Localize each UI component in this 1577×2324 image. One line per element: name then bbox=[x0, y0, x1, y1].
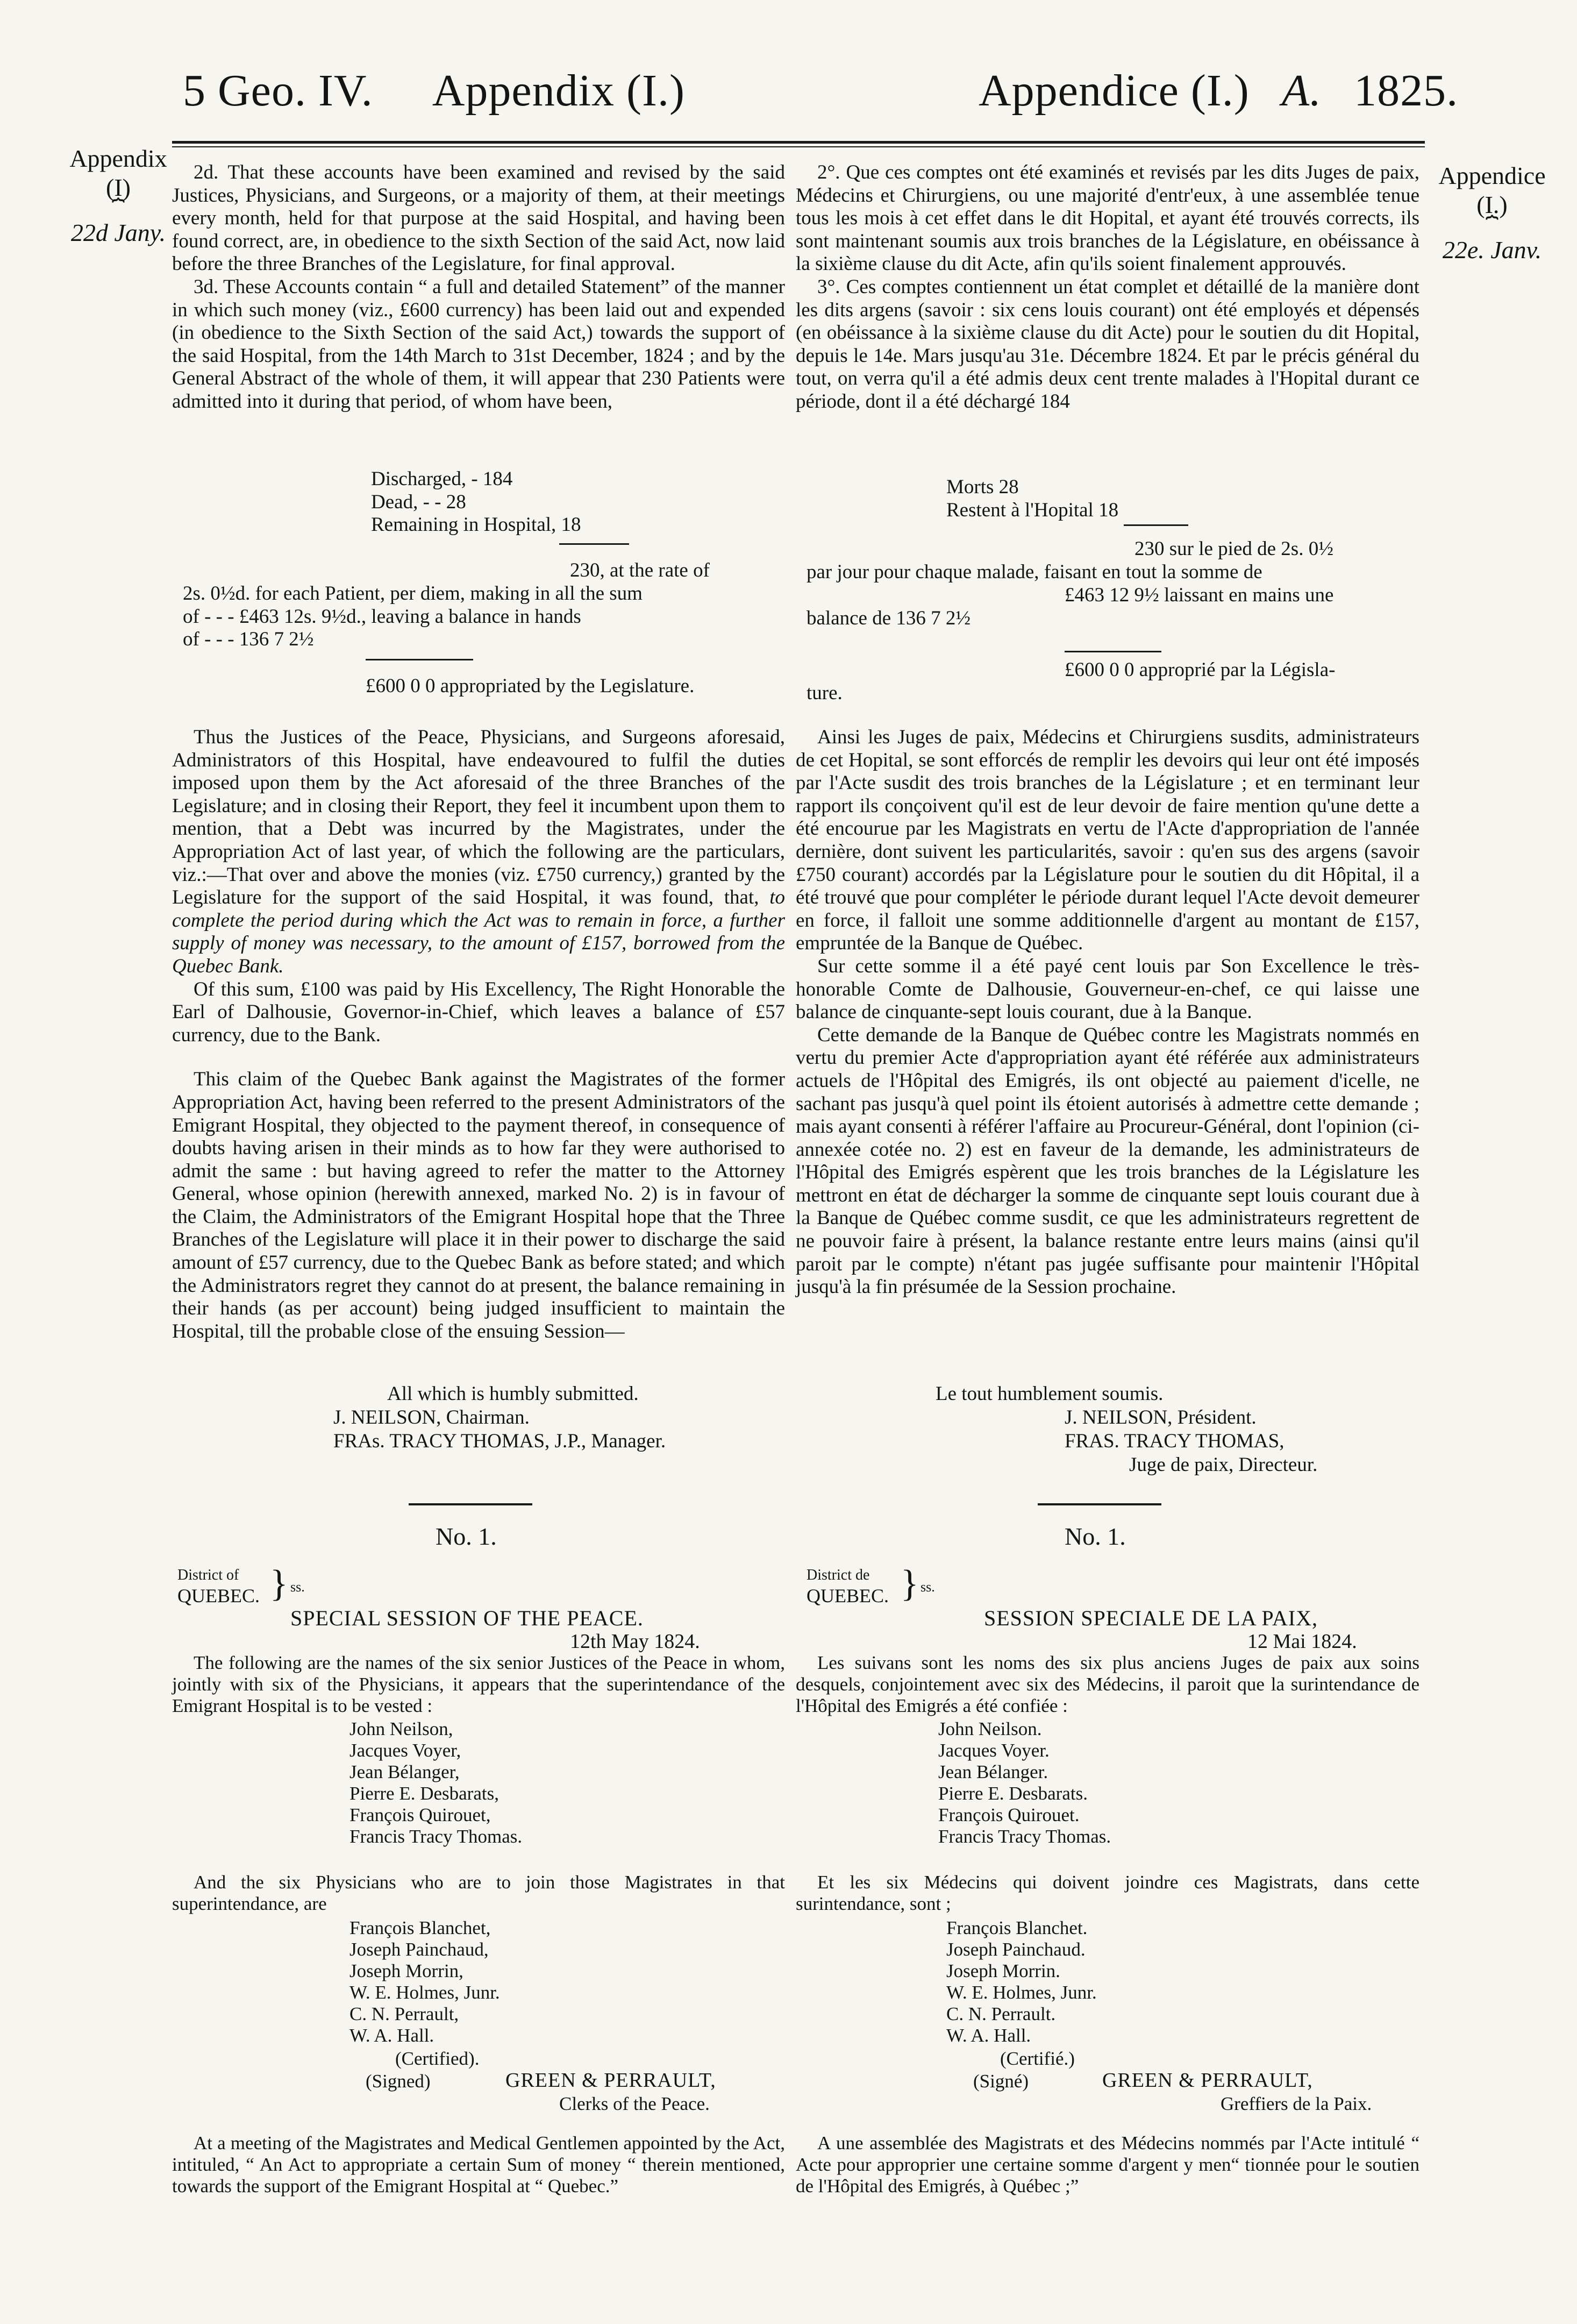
en-text: Thus the Justices of the Peace, Physicians, and Surgeons aforesaid, Administrators of this Hospital, have endeavoured to fulfil the duties imposed upon them by the Act aforesaid of the three Branches of the Legislature; and in closing their Report, they feel it incumbent upon them to mention, that a Debt was incurred by the Magistrates, under the Appropriation Act of last year, of which the following are the particulars, viz.:—That over and above the monies (viz. £750 currency,) granted by the Legislature for the support of the said Hospital, it was found, that, bbox=[172, 726, 785, 909]
running-head-right bbox=[979, 65, 1490, 117]
district-name: QUEBEC. bbox=[807, 1585, 889, 1607]
en-paragraph-claim: This claim of the Quebec Bank against the Magistrates of the former Appropriation Act, having been referred to the present Administrators of the Emigrant Hospital, they objected to the payment thereof, in consequence of doubts having arisen in their minds as to how far they were authorised to admit the same : but having agreed to refer the matter to the Attorney General, whose opinion (herewith annexed, marked No. 2) is in favour of the Claim, the Administrators of the Emigrant Hospital hope that the Three Branches of the Legislature will place it in their power to discharge the said amount of £57 currency, due to the Quebec Bank as before stated; and which the Administrators regret they cannot do at present, the balance remaining in their hands (as per account) being judged insufficient to maintain the Hospital, till the probable close of the ensuing Session— bbox=[172, 1068, 785, 1342]
fr-paragraph-3: 3°. Ces comptes contiennent un état complet et détaillé de la manière dont les dits argens (savoir : six cens louis courant) ont été employés et dépensés (en obéissance à la sixième clause du dit Acte) pour le soutien du dit Hopital, depuis le 14e. Mars jusqu'au 31e. Décembre 1824. Et par le précis général du tout, on verra qu'il a été admis deux cent trente malades à l'Hopital durant ce période, dont il a été déchargé 184 bbox=[796, 275, 1419, 413]
en-document-number: No. 1. bbox=[436, 1523, 497, 1550]
section-rule-fr bbox=[1038, 1503, 1161, 1505]
ss-abbreviation: ss. bbox=[920, 1579, 935, 1595]
english-column-top bbox=[172, 161, 785, 414]
fr-physicians-intro bbox=[796, 1872, 1419, 1915]
fr-clerks-name: GREEN & PERRAULT, bbox=[1102, 2069, 1313, 2092]
brace-icon: } bbox=[901, 1563, 919, 1604]
en-paragraph-3d: 3d. These Accounts contain “ a full and detailed Statement” of the manner in which such money (viz., £600 currency) has been laid out and expended (in obedience to the Sixth Section of the said Act,) towards the support of the said Hospital, from the 14th March to 31st December, 1824 ; and by the General Abstract of the whole of them, it will appear that 230 Patients were admitted into it during that period, of whom have been, bbox=[172, 275, 785, 413]
french-column-middle bbox=[796, 726, 1419, 1299]
fr-meeting-text: A une assemblée des Magistrats et des Médecins nommés par l'Acte intitulé “ Acte pour approprier une certaine somme d'argent y men“ tionnée pour le soutien de l'Hôpital des Emigrés, à Québec ;” bbox=[796, 2133, 1419, 2197]
fr-certified: (Certifié.) bbox=[1000, 2048, 1075, 2069]
fr-session-title: SESSION SPECIALE DE LA PAIX, bbox=[984, 1606, 1318, 1630]
en-paragraph-thus bbox=[172, 726, 785, 978]
list-item: Jacques Voyer, bbox=[349, 1740, 461, 1761]
district-label: District of bbox=[177, 1567, 239, 1583]
fr-signature-directeur: FRAS. TRACY THOMAS, bbox=[1065, 1430, 1285, 1452]
brace-icon: } bbox=[270, 1563, 288, 1604]
fr-account-line: £463 12 9½ laissant en mains une bbox=[1065, 584, 1334, 606]
appendix-label-fr: Appendice (I.) bbox=[979, 66, 1250, 116]
fr-paragraph-ainsi: Ainsi les Juges de paix, Médecins et Chirurgiens susdits, administrateurs de cet Hopital, se sont efforcés de remplir les devoirs qui leur ont été imposés par l'Acte susdit des trois branches de la Législature ; et en terminant leur rapport ils conçoivent qu'il est de leur devoir de faire mention qu'une dette a été encourue par les Magistrats en vertu de l'Acte d'appropriation de l'année dernière, dont suivent les particularités, savoir : qu'en sus des argens (savoir £750 courant) accordés par la Législature pour le soutien du dit Hôpital, il a été trouvé que pour compléter le période durant lequel l'Acte devoit demeurer en force, il falloit une somme additionnelle d'argent au montant de £157, empruntée de la Banque de Québec. bbox=[796, 726, 1419, 955]
fr-paragraph-somme: Sur cette somme il a été payé cent louis par Son Excellence le très-honorable Comte de Dalhousie, Gouverneur-en-chef, ce qui laisse une balance de cinquante-sept louis courant, due à la Banque. bbox=[796, 955, 1419, 1024]
district-name: QUEBEC. bbox=[177, 1585, 260, 1607]
sum-rule bbox=[366, 659, 473, 660]
header-year: 1825. bbox=[1354, 66, 1459, 116]
list-item: C. N. Perrault, bbox=[349, 2003, 459, 2024]
en-clerks-name: GREEN & PERRAULT, bbox=[505, 2069, 716, 2092]
list-item: W. A. Hall. bbox=[946, 2025, 1031, 2046]
english-column-middle bbox=[172, 726, 785, 1343]
en-closing: All which is humbly submitted. bbox=[387, 1383, 639, 1405]
list-item: François Quirouet. bbox=[938, 1804, 1080, 1825]
en-paragraph-2d: 2d. That these accounts have been examined and revised by the said Justices, Physicians, and Surgeons, or a majority of them, at their meetings every month, held for that purpose at the said Hospital, and having been found correct, are, in obedience to the sixth Section of the said Act, now laid before the three Branches of the Legislature, for final approval. bbox=[172, 161, 785, 275]
list-item: Francis Tracy Thomas. bbox=[349, 1826, 523, 1847]
district-label: District de bbox=[807, 1567, 870, 1583]
margin-appendix-label: Appendix bbox=[69, 145, 167, 172]
en-account-table bbox=[371, 468, 581, 537]
en-account-line: of - - - £463 12s. 9½d., leaving a balance in hands bbox=[183, 605, 581, 628]
fr-account-line: £600 0 0 approprié par la Législa- bbox=[1065, 659, 1336, 681]
en-phys-intro-text: And the six Physicians who are to join those Magistrates in that superintendance, are bbox=[172, 1872, 785, 1914]
en-account-line: Discharged, - 184 bbox=[371, 468, 513, 490]
fr-account-line: Morts 28 bbox=[946, 476, 1019, 498]
en-session-title: SPECIAL SESSION OF THE PEACE. bbox=[290, 1606, 644, 1630]
margin-date: 22d Jany. bbox=[70, 219, 166, 246]
running-head-left bbox=[183, 65, 744, 117]
fr-signature-title: Juge de paix, Directeur. bbox=[1129, 1454, 1318, 1476]
fr-session-date: 12 Mai 1824. bbox=[1247, 1630, 1357, 1653]
fr-account-total bbox=[1134, 538, 1333, 561]
en-certified: (Certified). bbox=[395, 2048, 480, 2069]
appendix-label-en: Appendix (I.) bbox=[432, 66, 685, 116]
sum-rule bbox=[1124, 524, 1188, 526]
fr-paragraph-demande: Cette demande de la Banque de Québec contre les Magistrats nommés en vertu du premier Acte d'appropriation ayant été référée aux administrateurs actuels de l'Hôpital des Emigrés, ils ont objecté au paiement d'icelle, ne sachant pas jusqu'à quel point ils étoient autorisés à admettre cette demande ; mais ayant consenti à référer l'affaire au Procureur-Général, dont l'opinion (ci-annexée cotée no. 2) est en faveur de la demande, les administrateurs de l'Hôpital des Emigrés espèrent que les trois branches de la Législature les mettront en état de décharger la somme de cinquante sept louis courant due à la Banque de Québec comme susdit, ce que les administrateurs regrettent de ne pouvoir faire à présent, la balance restante entre leurs mains (ainsi qu'il paroit par le compte) n'étant pas jugée suffisante pour maintenir l'Hôpital jusqu'à la fin présumée de la Session prochaine. bbox=[796, 1024, 1419, 1298]
fr-justices-intro bbox=[796, 1652, 1419, 1717]
fr-account-ture bbox=[807, 682, 843, 705]
en-account-line: 2s. 0½d. for each Patient, per diem, making in all the sum bbox=[183, 582, 643, 605]
en-account-appropriated bbox=[366, 675, 694, 698]
en-district-block bbox=[177, 1565, 317, 1608]
en-signature-manager: FRAs. TRACY THOMAS, J.P., Manager. bbox=[333, 1430, 666, 1452]
en-physicians-list bbox=[349, 1917, 500, 2046]
en-justices-intro bbox=[172, 1652, 785, 1717]
en-session-date: 12th May 1824. bbox=[570, 1630, 700, 1653]
fr-physicians-list bbox=[946, 1917, 1097, 2046]
list-item: François Quirouet, bbox=[349, 1804, 491, 1825]
fr-account-sums bbox=[807, 561, 1262, 584]
list-item: Pierre E. Desbarats. bbox=[938, 1783, 1088, 1804]
en-physicians-intro bbox=[172, 1872, 785, 1915]
margin-note-left bbox=[48, 144, 188, 247]
fr-justices-list bbox=[938, 1718, 1111, 1847]
ss-abbreviation: ss. bbox=[290, 1579, 305, 1595]
margin-appendix-label: Appendice bbox=[1438, 162, 1546, 189]
fr-account-appropriated bbox=[1065, 659, 1335, 682]
fr-meeting-paragraph bbox=[796, 2133, 1419, 2197]
margin-date: 22e. Janv. bbox=[1442, 236, 1542, 264]
list-item: W. E. Holmes, Junr. bbox=[349, 1982, 500, 2003]
fr-account-line: par jour pour chaque malade, faisant en tout la somme de bbox=[807, 561, 1262, 583]
en-account-line: Dead, - - 28 bbox=[371, 491, 466, 513]
list-item: John Neilson. bbox=[938, 1718, 1042, 1739]
margin-note-right bbox=[1425, 161, 1559, 265]
en-intro-text: The following are the names of the six senior Justices of the Peace in whom, jointly with six of the Physicians, it appears that the superintendance of the Emigrant Hospital is to be vested : bbox=[172, 1652, 785, 1716]
list-item: W. A. Hall. bbox=[349, 2025, 434, 2046]
header-rule-thin bbox=[172, 146, 1425, 147]
sum-rule bbox=[559, 543, 629, 545]
list-item: Joseph Painchaud, bbox=[349, 1939, 489, 1960]
list-item: Francis Tracy Thomas. bbox=[938, 1826, 1111, 1847]
fr-account-line: 230 sur le pied de 2s. 0½ bbox=[1134, 538, 1333, 560]
section-rule-en bbox=[409, 1503, 532, 1505]
en-signed: (Signed) bbox=[366, 2071, 431, 2092]
appendix-letter: A. bbox=[1281, 66, 1322, 116]
list-item: Jean Bélanger, bbox=[349, 1761, 460, 1782]
fr-document-number: No. 1. bbox=[1065, 1523, 1126, 1550]
header-rule bbox=[172, 141, 1425, 144]
en-signature-chairman: J. NEILSON, Chairman. bbox=[333, 1406, 530, 1428]
fr-account-line: Restent à l'Hopital 18 bbox=[946, 499, 1119, 521]
fr-account-amount bbox=[1065, 584, 1333, 607]
en-clerks-title: Clerks of the Peace. bbox=[559, 2093, 710, 2114]
fr-account-balance bbox=[807, 607, 971, 630]
en-paragraph-sum: Of this sum, £100 was paid by His Excellency, The Right Honorable the Earl of Dalhousie, Governor-in-Chief, which leaves a balance of £57 currency, due to the Bank. bbox=[172, 978, 785, 1046]
en-meeting-paragraph bbox=[172, 2133, 785, 2197]
fr-clerks-title: Greffiers de la Paix. bbox=[1221, 2093, 1372, 2114]
en-account-sums bbox=[183, 582, 643, 651]
en-meeting-text: At a meeting of the Magistrates and Medical Gentlemen appointed by the Act, intituled, “ An Act to appropriate a certain Sum of money “ therein mentioned, towards the support of the Emigrant Hospital at “ Quebec.” bbox=[172, 2133, 785, 2197]
en-account-line: £600 0 0 appropriated by the Legislature. bbox=[366, 675, 695, 697]
margin-appendix-number: (I.) bbox=[1476, 191, 1508, 218]
en-account-line: of - - - 136 7 2½ bbox=[183, 628, 314, 651]
en-account-line: 230, at the rate of bbox=[570, 559, 710, 581]
fr-district-block bbox=[807, 1565, 946, 1608]
list-item: C. N. Perrault. bbox=[946, 2003, 1056, 2024]
margin-appendix-number: (I) bbox=[106, 174, 131, 201]
list-item: Jean Bélanger. bbox=[938, 1761, 1048, 1782]
fr-account-line: balance de 136 7 2½ bbox=[807, 607, 971, 629]
en-italic-text: to complete the period during which the Act was to remain in force, a further supply of money was necessary, to the amount of £157, borrowed from the Quebec Bank. bbox=[172, 886, 785, 977]
list-item: François Blanchet. bbox=[946, 1917, 1088, 1938]
list-item: Joseph Morrin. bbox=[946, 1960, 1060, 1981]
list-item: W. E. Holmes, Junr. bbox=[946, 1982, 1097, 2003]
list-item: Joseph Morrin, bbox=[349, 1960, 463, 1981]
sum-rule bbox=[1065, 651, 1161, 652]
list-item: Joseph Painchaud. bbox=[946, 1939, 1086, 1960]
en-justices-list bbox=[349, 1718, 522, 1847]
list-item: François Blanchet, bbox=[349, 1917, 491, 1938]
margin-brace-icon: ⏞ bbox=[1486, 215, 1498, 239]
fr-account-line: ture. bbox=[807, 682, 843, 704]
regnal-year: 5 Geo. IV. bbox=[183, 66, 373, 116]
en-account-total bbox=[570, 559, 710, 582]
en-account-line: Remaining in Hospital, 18 bbox=[371, 514, 581, 536]
list-item: John Neilson, bbox=[349, 1718, 453, 1739]
fr-phys-intro-text: Et les six Médecins qui doivent joindre ces Magistrats, dans cette surintendance, sont ; bbox=[796, 1872, 1419, 1914]
fr-paragraph-2: 2°. Que ces comptes ont été examinés et revisés par les dits Juges de paix, Médecins et Chirurgiens, ou une majorité d'entr'eux, à une assemblée tenue tous les mois à cet effet dans le dit Hopital, et ayant été trouvés corrects, ils sont maintenant soumis aux trois branches de la Législature, en obéissance à la sixième clause du dit Acte, afin qu'ils soient finalement approuvés. bbox=[796, 161, 1419, 275]
fr-intro-text: Les suivans sont les noms des six plus anciens Juges de paix aux soins desquels, conjointement avec six des Médecins, il paroit que la surintendance de l'Hôpital des Emigrés a été confiée : bbox=[796, 1652, 1419, 1716]
fr-signed: (Signé) bbox=[973, 2071, 1029, 2092]
fr-account-table bbox=[946, 476, 1118, 522]
list-item: Jacques Voyer. bbox=[938, 1740, 1050, 1761]
fr-signature-president: J. NEILSON, Président. bbox=[1065, 1406, 1257, 1428]
french-column-top bbox=[796, 161, 1419, 414]
list-item: Pierre E. Desbarats, bbox=[349, 1783, 499, 1804]
fr-closing: Le tout humblement soumis. bbox=[936, 1383, 1164, 1405]
margin-brace-icon: ⏞ bbox=[112, 198, 125, 222]
